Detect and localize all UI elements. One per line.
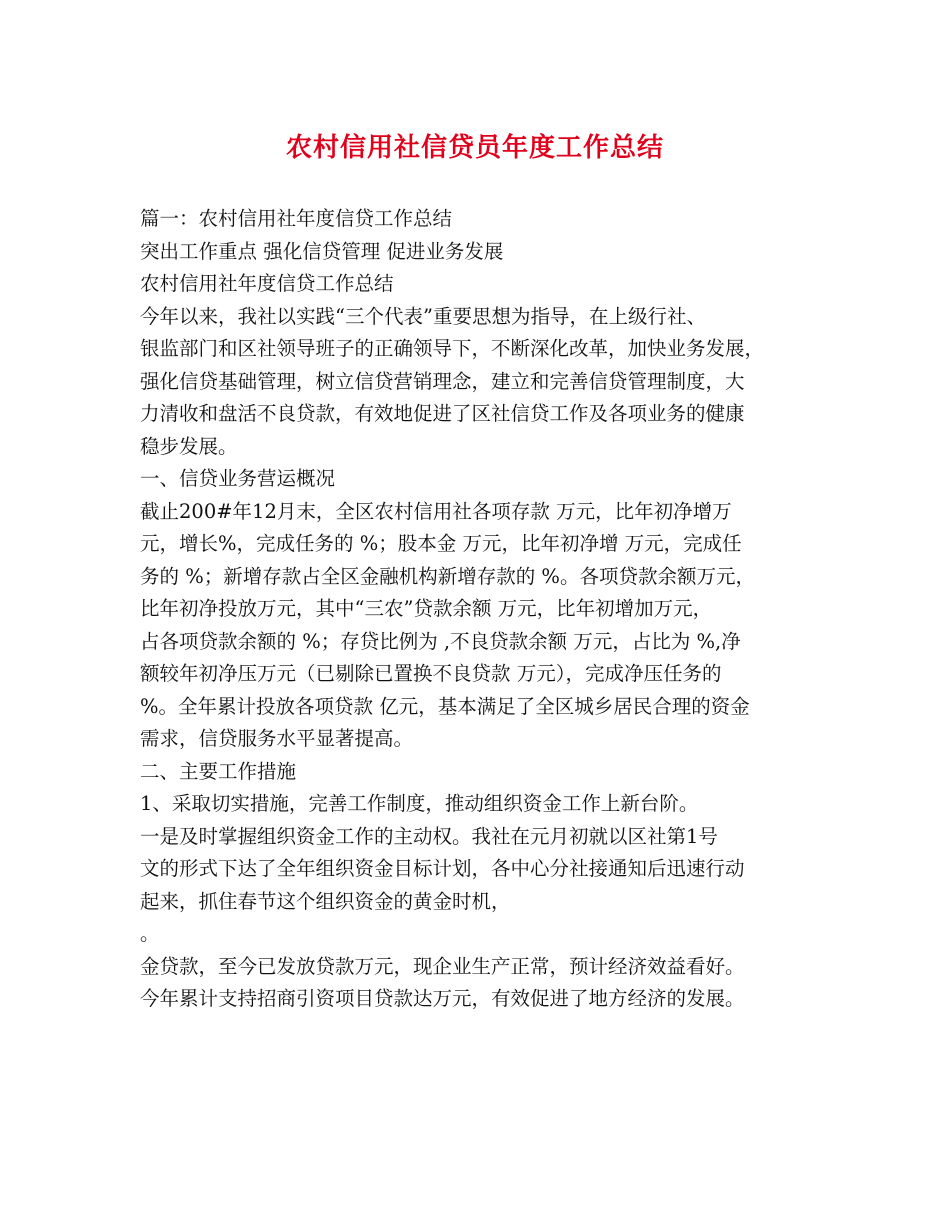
text-line: 强化信贷基础管理，树立信贷营销理念，建立和完善信贷管理制度，大 xyxy=(140,369,745,393)
text-line: 篇一：农村信用社年度信贷工作总结 xyxy=(140,207,453,230)
text-line: %。全年累计投放各项贷款 亿元，基本满足了全区城乡居民合理的资金 xyxy=(140,694,750,718)
text-line: 今年以来，我社以实践“三个代表”重要思想为指导，在上级行社、 xyxy=(140,304,706,328)
text-line: 农村信用社年度信贷工作总结 xyxy=(140,272,394,295)
text-line: 一、信贷业务营运概况 xyxy=(140,467,336,490)
text-line: 截止200#年12月末，全区农村信用社各项存款 万元，比年初净增万 xyxy=(140,499,732,523)
text-line: 文的形式下达了全年组织资金目标计划，各中心分社接通知后迅速行动 xyxy=(140,857,745,880)
text-line: 比年初净投放万元，其中“三农”贷款余额 万元，比年初增加万元， xyxy=(140,597,713,620)
text-line: 额较年初净压万元（已剔除已置换不良贷款 万元），完成净压任务的 xyxy=(140,662,722,685)
document-title: 农村信用社信贷员年度工作总结 xyxy=(285,133,664,163)
text-line: 金贷款，至今已发放贷款万元，现企业生产正常，预计经济效益看好。 xyxy=(140,954,745,978)
text-line: 。 xyxy=(140,922,160,945)
text-line: 银监部门和区社领导班子的正确领导下，不断深化改革，加快业务发展， xyxy=(140,337,765,360)
text-line: 突出工作重点 强化信贷管理 促进业务发展 xyxy=(140,239,504,263)
text-line: 元，增长%，完成任务的 %；股本金 万元，比年初净增 万元，完成任 xyxy=(140,532,742,555)
text-line: 占各项贷款余额的 %；存贷比例为 ,不良贷款余额 万元，占比为 %,净 xyxy=(140,629,741,653)
text-line: 需求，信贷服务水平显著提高。 xyxy=(140,727,414,750)
text-line: 1、采取切实措施，完善工作制度，推动组织资金工作上新台阶。 xyxy=(140,792,699,815)
document-body xyxy=(140,203,830,1016)
text-line: 起来，抓住春节这个组织资金的黄金时机， xyxy=(140,889,511,913)
text-line: 力清收和盘活不良贷款，有效地促进了区社信贷工作及各项业务的健康 xyxy=(140,402,745,425)
text-line: 稳步发展。 xyxy=(140,434,238,458)
text-line: 今年累计支持招商引资项目贷款达万元，有效促进了地方经济的发展。 xyxy=(140,987,745,1010)
text-line: 务的 %；新增存款占全区金融机构新增存款的 %。各项贷款余额万元， xyxy=(140,564,755,588)
text-line: 二、主要工作措施 xyxy=(140,759,297,783)
text-line: 一是及时掌握组织资金工作的主动权。我社在元月初就以区社第1号 xyxy=(140,824,718,848)
